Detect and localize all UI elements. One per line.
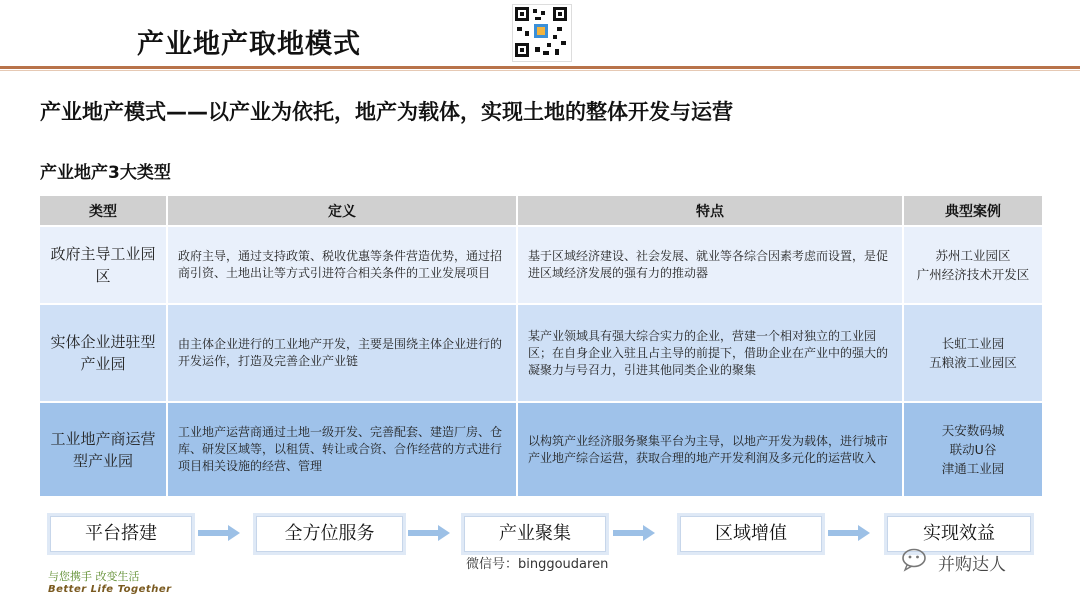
case-item: 长虹工业园 [941, 336, 1005, 351]
brand-name: 并购达人 [938, 554, 1006, 575]
row-type: 政府主导工业园区 [40, 227, 166, 303]
header-rule [0, 66, 1080, 69]
case-item: 广州经济技术开发区 [916, 267, 1030, 282]
flow-step: 平台搭建 [50, 516, 192, 552]
case-item: 津通工业园 [941, 461, 1005, 476]
header-rule-shadow [0, 70, 1080, 71]
column-header-type: 类型 [40, 196, 166, 225]
column-header-definition: 定义 [168, 196, 516, 225]
table-row [40, 403, 1042, 496]
table-row [40, 227, 1042, 303]
table-header-row [40, 196, 1042, 225]
arrow-right-icon [408, 524, 438, 542]
slogan-en: Better Life Together [48, 584, 172, 595]
case-item: 五粮液工业园区 [929, 355, 1017, 370]
row-cases [904, 305, 1042, 401]
page-title: 产业地产取地模式 [137, 29, 361, 60]
column-header-cases: 典型案例 [904, 196, 1042, 225]
row-type: 工业地产商运营型产业园 [40, 403, 166, 496]
arrow-right-icon [613, 524, 643, 542]
row-definition: 由主体企业进行的工业地产开发，主要是围绕主体企业进行的开发运作，打造及完善企业产业链 [168, 305, 516, 401]
row-features: 基于区域经济建设、社会发展、就业等各综合因素考虑而设置，是促进区域经济发展的强有力的推动器 [518, 227, 902, 303]
column-header-features: 特点 [518, 196, 902, 225]
flow-step: 全方位服务 [256, 516, 403, 552]
case-item: 苏州工业园区 [935, 248, 1011, 263]
wechat-id-watermark: 微信号：binggoudaren [466, 557, 609, 572]
row-cases [904, 227, 1042, 303]
row-definition: 政府主导，通过支持政策、税收优惠等条件营造优势，通过招商引资、土地出让等方式引进符合相关条件的工业发展项目 [168, 227, 516, 303]
flow-step: 实现效益 [887, 516, 1031, 552]
flow-step: 产业聚集 [464, 516, 606, 552]
row-features: 以构筑产业经济服务聚集平台为主导，以地产开发为载体，进行城市产业地产综合运营，获取合理的地产开发利润及多元化的运营收入 [518, 403, 902, 496]
slogan-cn: 与您携手 改变生活 [48, 570, 140, 583]
table-row [40, 305, 1042, 401]
slide-subtitle: 产业地产模式——以产业为依托，地产为载体，实现土地的整体开发与运营 [40, 100, 733, 124]
arrow-right-icon [828, 524, 858, 542]
flow-step: 区域增值 [680, 516, 822, 552]
brand-mark [902, 548, 1006, 576]
qr-code-icon [512, 4, 572, 62]
arrow-right-icon [198, 524, 228, 542]
case-item: 联动U谷 [949, 442, 997, 457]
section-title: 产业地产3大类型 [40, 163, 171, 183]
company-slogan [48, 570, 172, 596]
row-features: 某产业领域具有强大综合实力的企业，营建一个相对独立的工业园区；在自身企业入驻且占主导的前提下，借助企业在产业中的强大的凝聚力与号召力，引进其他同类企业的聚集 [518, 305, 902, 401]
case-item: 天安数码城 [941, 423, 1005, 438]
wechat-logo-icon [902, 548, 932, 576]
row-type: 实体企业进驻型产业园 [40, 305, 166, 401]
types-table [38, 194, 1044, 498]
row-cases [904, 403, 1042, 496]
row-definition: 工业地产运营商通过土地一级开发、完善配套、建造厂房、仓库、研发区域等，以租赁、转让或合资、合作经营的方式进行项目相关设施的经营、管理 [168, 403, 516, 496]
